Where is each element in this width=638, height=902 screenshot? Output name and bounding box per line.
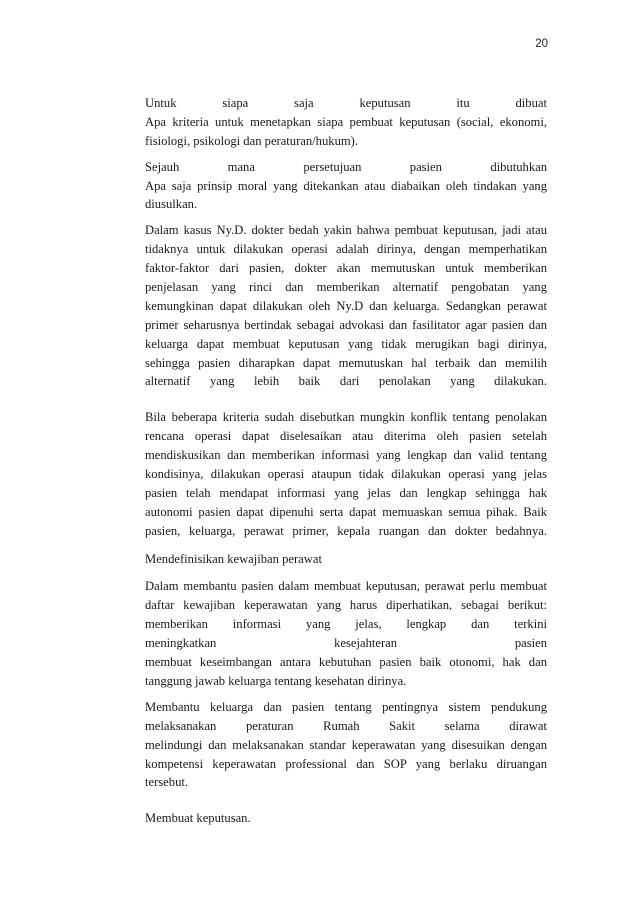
text-line: Sejauh mana persetujuan pasien dibutuhkan xyxy=(145,159,547,174)
text-line: Apa kriteria untuk menetapkan siapa pembuat keputusan (social, ekonomi, xyxy=(145,114,547,129)
text-line: Mendefinisikan kewajiban perawat xyxy=(145,551,322,566)
text-line: Membuat keputusan. xyxy=(145,811,251,826)
text-line: tersebut. xyxy=(145,775,189,790)
text-line: sehingga pasien diharapkan dapat memutuskan hal terbaik dan memilih xyxy=(145,355,547,370)
text-line: kompetensi keperawatan professional dan SOP yang berlaku diruangan xyxy=(145,756,547,771)
text-line: diusulkan. xyxy=(145,197,198,212)
text-line: meningkatkan kesejahteran pasien xyxy=(145,636,547,651)
page-number: 20 xyxy=(535,38,548,50)
text-line: daftar kewajiban keperawatan yang harus diperhatikan, sebagai berikut: xyxy=(145,598,547,613)
text-line: Dalam kasus Ny.D. dokter bedah yakin bahwa pembuat keputusan, jadi atau xyxy=(145,223,547,238)
text-line: kondisinya, dilakukan operasi ataupun tidak dilakukan operasi yang jelas xyxy=(145,467,547,482)
text-line: melaksanakan peraturan Rumah Sakit selama dirawat xyxy=(145,718,547,733)
text-line: primer seharusnya bertindak sebagai advokasi dan fasilitator agar pasien dan xyxy=(145,317,547,332)
text-line: Apa saja prinsip moral yang ditekankan atau diabaikan oleh tindakan yang xyxy=(145,178,547,193)
text-line: pasien, keluarga, perawat primer, kepala ruangan dan dokter bedahnya. xyxy=(145,523,547,538)
paragraph xyxy=(145,408,547,540)
text-line: faktor-faktor dari pasien, dokter akan memutuskan untuk memberikan xyxy=(145,261,547,276)
paragraph xyxy=(145,809,547,828)
text-line: memberikan informasi yang jelas, lengkap dan terkini xyxy=(145,617,547,632)
text-line: Dalam membantu pasien dalam membuat keputusan, perawat perlu membuat xyxy=(145,579,547,594)
text-line: penjelasan yang rinci dan memberikan alternatif pengobatan yang xyxy=(145,280,547,295)
text-line: Bila beberapa kriteria sudah disebutkan mungkin konflik tentang penolakan xyxy=(145,410,547,425)
text-line: autonomi pasien dapat dipenuhi serta dapat memuaskan semua pihak. Baik xyxy=(145,504,547,519)
text-line: pasien telah mendapat informasi yang jelas dan lengkap sehingga hak xyxy=(145,485,547,500)
document-body xyxy=(145,94,547,828)
section-heading xyxy=(145,550,547,569)
text-line: Membantu keluarga dan pasien tentang pentingnya sistem pendukung xyxy=(145,699,547,714)
text-line: alternatif yang lebih baik dari penolakan yang dilakukan. xyxy=(145,374,547,389)
text-line: mendiskusikan dan memberikan informasi yang lengkap dan valid tentang xyxy=(145,448,547,463)
paragraph xyxy=(145,221,547,391)
text-line: fisiologi, psikologi dan peraturan/hukum). xyxy=(145,133,359,148)
paragraph xyxy=(145,94,547,151)
text-line: membuat keseimbangan antara kebutuhan pasien baik otonomi, hak dan xyxy=(145,655,547,670)
text-line: tidaknya untuk dilakukan operasi adalah dirinya, dengan memperhatikan xyxy=(145,242,547,257)
text-line: kemungkinan dapat dilakukan oleh Ny.D dan keluarga. Sedangkan perawat xyxy=(145,298,547,313)
text-line: melindungi dan melaksanakan standar keperawatan yang disesuikan dengan xyxy=(145,737,547,752)
paragraph xyxy=(145,158,547,215)
paragraph xyxy=(145,698,547,792)
text-line: tanggung jawab keluarga tentang kesehatan dirinya. xyxy=(145,673,407,688)
paragraph xyxy=(145,577,547,690)
text-line: keluarga dapat membuat keputusan yang tidak merugikan bagi dirinya, xyxy=(145,336,547,351)
text-line: rencana operasi dapat diselesaikan atau diterima oleh pasien setelah xyxy=(145,429,547,444)
text-line: Untuk siapa saja keputusan itu dibuat xyxy=(145,96,547,110)
